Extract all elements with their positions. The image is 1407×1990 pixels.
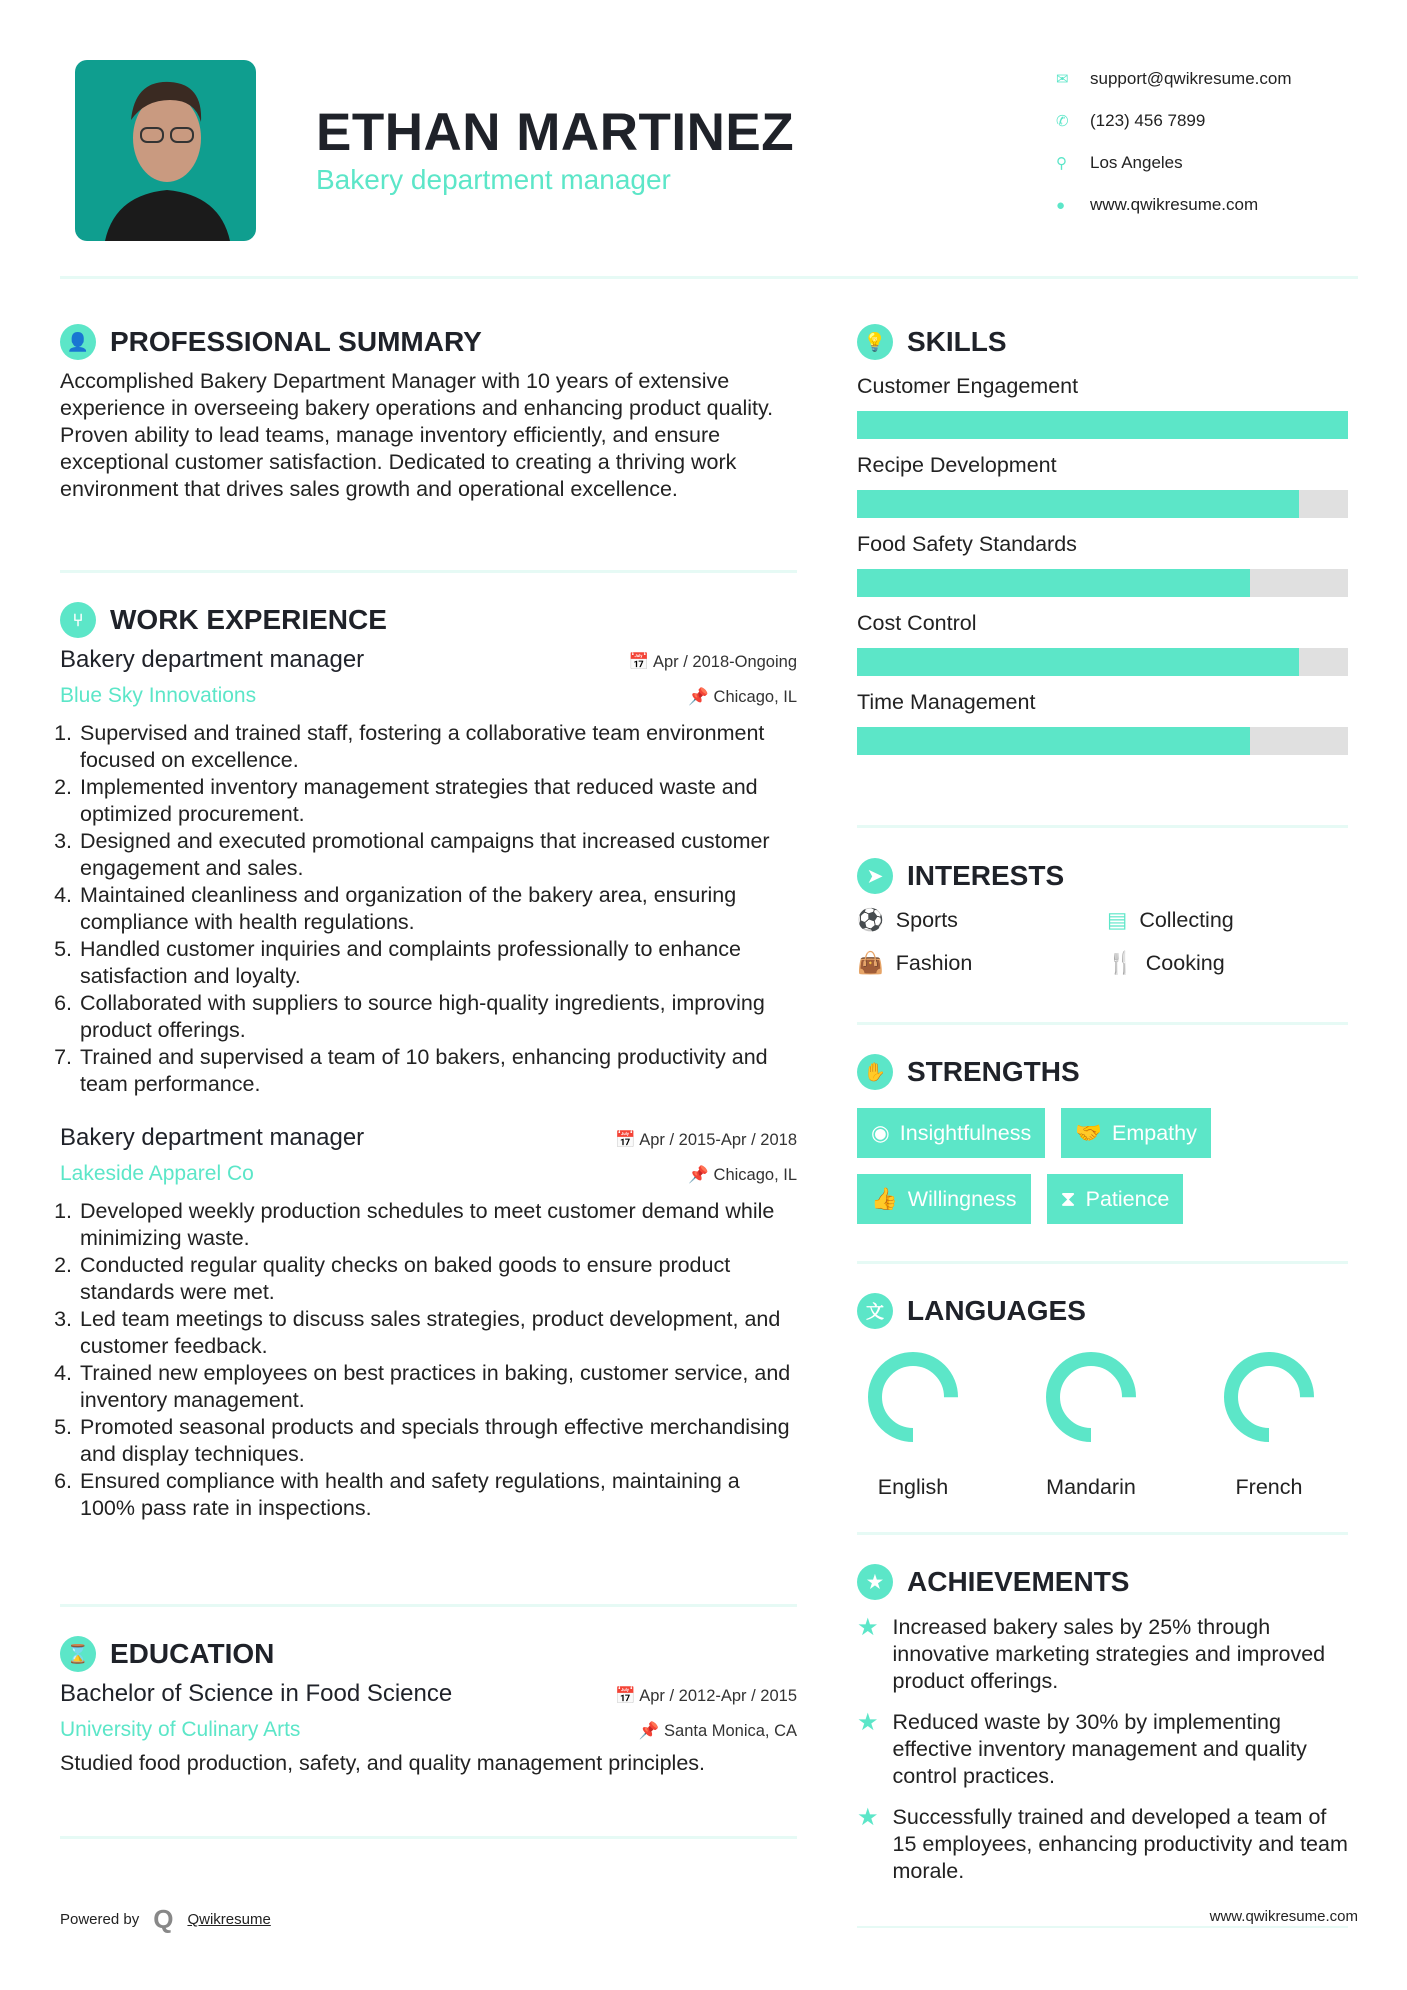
soccer-ball-icon: ⚽ [857,908,884,932]
contact-email[interactable] [1056,58,1292,100]
job-date: Apr / 2018-Ongoing [652,653,797,671]
interest-name: Cooking [1145,951,1225,975]
interest-name: Collecting [1139,908,1234,932]
skill-bar [857,569,1348,597]
section-heading [857,1564,1348,1600]
skill-bar-fill [857,490,1299,518]
qwikresume-logo-icon: Q [153,1904,174,1934]
pin-icon: 📌 [638,1722,665,1740]
heading-text: SKILLS [907,326,1007,357]
bullet: 3. Led team meetings to discuss sales strategies, product development, and customer feedback. [78,1306,797,1360]
skill-item [857,532,1348,597]
contact-phone [1056,100,1292,142]
work-section [60,602,797,1522]
language-ring-arc [1231,1359,1307,1435]
lightbulb-icon: 💡 [857,324,893,360]
language-ring [863,1347,963,1447]
job-date: Apr / 2015-Apr / 2018 [639,1131,797,1149]
achievement-item [857,1614,1348,1695]
job-location: Chicago, IL [713,1166,797,1184]
chair-icon: ⑂ [60,602,96,638]
job-bullets [60,1198,797,1522]
skill-name: Cost Control [857,611,977,635]
divider [857,1022,1348,1025]
interest-item [857,951,1107,976]
skill-bar-fill [857,727,1250,755]
brand-link[interactable]: Qwikresume [187,1911,271,1928]
language-ring [1041,1347,1141,1447]
language-name: English [877,1475,949,1499]
envelope-icon: ✉ [1056,71,1069,88]
utensils-icon: 🍴 [1107,951,1134,975]
skill-item [857,690,1348,755]
contact-website[interactable] [1056,184,1292,226]
bullet: 6. Ensured compliance with health and safety regulations, maintaining a 100% pass rate in inspections. [78,1468,797,1522]
job-bullets [60,720,797,1098]
contact-location [1056,142,1292,184]
strength-name: Insightfulness [899,1120,1032,1145]
job-location: Chicago, IL [713,688,797,706]
strength-name: Empathy [1112,1120,1197,1145]
achievement-item [857,1804,1348,1885]
contact-text: support@qwikresume.com [1090,69,1292,88]
heading-text: WORK EXPERIENCE [110,604,387,635]
achievements-section [857,1564,1348,1885]
footer-powered [60,1904,271,1935]
map-pin-icon: ⚲ [1056,155,1067,172]
candidate-title: Bakery department manager [316,164,671,195]
interest-item [1107,951,1337,976]
skills-section [857,324,1348,755]
job-title: Bakery department manager [60,1124,365,1151]
bullet: 1. Supervised and trained staff, fostering a collaborative team environment focused on excellence. [78,720,797,774]
bullet: 4. Trained new employees on best practices in baking, customer service, and inventory management. [78,1360,797,1414]
shopping-bag-icon: 👜 [857,951,884,975]
skill-bar [857,411,1348,439]
section-heading [857,1054,1348,1090]
calendar-icon: 📅 [615,1131,640,1149]
globe-icon: ● [1056,196,1066,214]
star-icon: ★ [857,1804,879,1831]
strength-tag [857,1174,1031,1224]
eye-icon: ◉ [871,1120,890,1145]
heading-text: ACHIEVEMENTS [907,1566,1130,1597]
job-company: Blue Sky Innovations [60,684,257,707]
skill-name: Recipe Development [857,453,1057,477]
skill-bar [857,490,1348,518]
heading-text: LANGUAGES [907,1295,1086,1326]
bullet: 3. Designed and executed promotional campaigns that increased customer engagement and sales. [78,828,797,882]
divider [857,825,1348,828]
language-ring-arc [875,1359,951,1435]
language-ring-arc [1053,1359,1129,1435]
divider [857,1926,1348,1928]
job-entry [60,1124,797,1522]
divider [60,570,797,573]
achievement-text: Successfully trained and developed a team of 15 employees, enhancing productivity and team morale. [892,1805,1348,1883]
paper-plane-icon: ➤ [857,858,893,894]
thumbs-up-icon: 👍 [871,1186,898,1211]
achievement-item [857,1709,1348,1790]
heading-text: EDUCATION [110,1638,275,1669]
skill-list [857,374,1348,755]
contact-text: Los Angeles [1090,153,1183,172]
contact-text: www.qwikresume.com [1090,195,1259,214]
language-icon: 文 [857,1293,893,1329]
divider [60,1836,797,1839]
hourglass-icon: ⧗ [1060,1186,1076,1211]
languages-section [857,1293,1348,1500]
strengths-section [857,1054,1348,1224]
user-icon: 👤 [60,324,96,360]
hand-icon: ✋ [857,1054,893,1090]
bullet: 7. Trained and supervised a team of 10 bakers, enhancing productivity and team performance. [78,1044,797,1098]
interest-name: Sports [895,908,958,932]
skill-bar [857,648,1348,676]
pin-icon: 📌 [688,688,714,706]
graduation-icon: ⌛ [60,1636,96,1672]
summary-section [60,324,797,503]
strength-tag [1047,1174,1184,1224]
language-ring [1219,1347,1319,1447]
language-item [1041,1347,1141,1500]
interest-item [1107,908,1337,933]
bullet: 2. Implemented inventory management strategies that reduced waste and optimized procurement. [78,774,797,828]
calendar-icon: 📅 [628,653,653,671]
language-name: Mandarin [1046,1475,1136,1499]
job-entry [60,646,797,1098]
divider [857,1261,1348,1264]
education-section [60,1636,797,1777]
profile-photo [75,60,256,241]
strength-name: Patience [1085,1186,1170,1211]
summary-text: Accomplished Bakery Department Manager with 10 years of extensive experience in overseeing bakery operations and enhancing product quality. Proven ability to lead teams, manage inventory efficiently, and ensure exceptional customer satisfaction. Dedicated to creating a thriving work environment that drives sales growth and operational excellence. [60,369,774,501]
section-heading [60,324,797,360]
degree: Bachelor of Science in Food Science [60,1680,453,1707]
skill-item [857,611,1348,676]
footer-site[interactable]: www.qwikresume.com [1209,1908,1358,1925]
achievement-text: Reduced waste by 30% by implementing effective inventory management and quality control practices. [892,1710,1307,1788]
pin-icon: 📌 [688,1166,714,1184]
skill-bar-fill [857,648,1299,676]
skill-item [857,374,1348,439]
phone-icon: ✆ [1056,113,1069,130]
section-heading [857,1293,1348,1329]
archive-icon: ▤ [1107,908,1128,932]
strength-name: Willingness [907,1186,1017,1211]
contact-text: (123) 456 7899 [1090,111,1206,130]
interests-section [857,858,1348,976]
interest-item [857,908,1107,933]
skill-bar-fill [857,411,1348,439]
language-name: French [1235,1475,1303,1499]
contact-list [1056,58,1292,226]
skill-name: Customer Engagement [857,374,1079,398]
language-item [1219,1347,1319,1500]
header-divider [60,276,1358,279]
bullet: 5. Handled customer inquiries and complaints professionally to enhance satisfaction and loyalty. [78,936,797,990]
bullet: 6. Collaborated with suppliers to source high-quality ingredients, improving product offerings. [78,990,797,1044]
interest-name: Fashion [895,951,973,975]
bullet: 2. Conducted regular quality checks on baked goods to ensure product standards were met. [78,1252,797,1306]
edu-location: Santa Monica, CA [664,1722,797,1740]
calendar-icon: 📅 [615,1687,640,1705]
job-company: Lakeside Apparel Co [60,1162,254,1185]
handshake-icon: 🤝 [1075,1120,1103,1145]
edu-date: Apr / 2012-Apr / 2015 [639,1687,797,1705]
heading-text: STRENGTHS [907,1056,1080,1087]
section-heading [857,858,1348,894]
skill-bar [857,727,1348,755]
bullet: 5. Promoted seasonal products and specials through effective merchandising and display techniques. [78,1414,797,1468]
section-heading [857,324,1348,360]
section-heading [60,1636,797,1672]
skill-name: Food Safety Standards [857,532,1077,556]
school: University of Culinary Arts [60,1718,301,1741]
divider [857,1532,1348,1535]
skill-name: Time Management [857,690,1036,714]
bullet: 4. Maintained cleanliness and organization of the bakery area, ensuring compliance with health regulations. [78,882,797,936]
job-title: Bakery department manager [60,646,365,673]
star-badge-icon: ★ [857,1564,893,1600]
heading-text: INTERESTS [907,860,1065,891]
bullet: 1. Developed weekly production schedules to meet customer demand while minimizing waste. [78,1198,797,1252]
divider [60,1604,797,1607]
heading-text: PROFESSIONAL SUMMARY [110,326,482,357]
strength-tag [857,1108,1045,1158]
skill-bar-fill [857,569,1250,597]
powered-by-text: Powered by [60,1911,140,1928]
strength-tag [1061,1108,1211,1158]
star-icon: ★ [857,1614,879,1641]
edu-desc: Studied food production, safety, and quality management principles. [60,1751,705,1775]
skill-item [857,453,1348,518]
candidate-name: ETHAN MARTINEZ [316,103,795,162]
achievement-text: Increased bakery sales by 25% through innovative marketing strategies and improved product offerings. [892,1615,1326,1693]
language-item [863,1347,963,1500]
section-heading [60,602,797,638]
star-icon: ★ [857,1709,879,1736]
